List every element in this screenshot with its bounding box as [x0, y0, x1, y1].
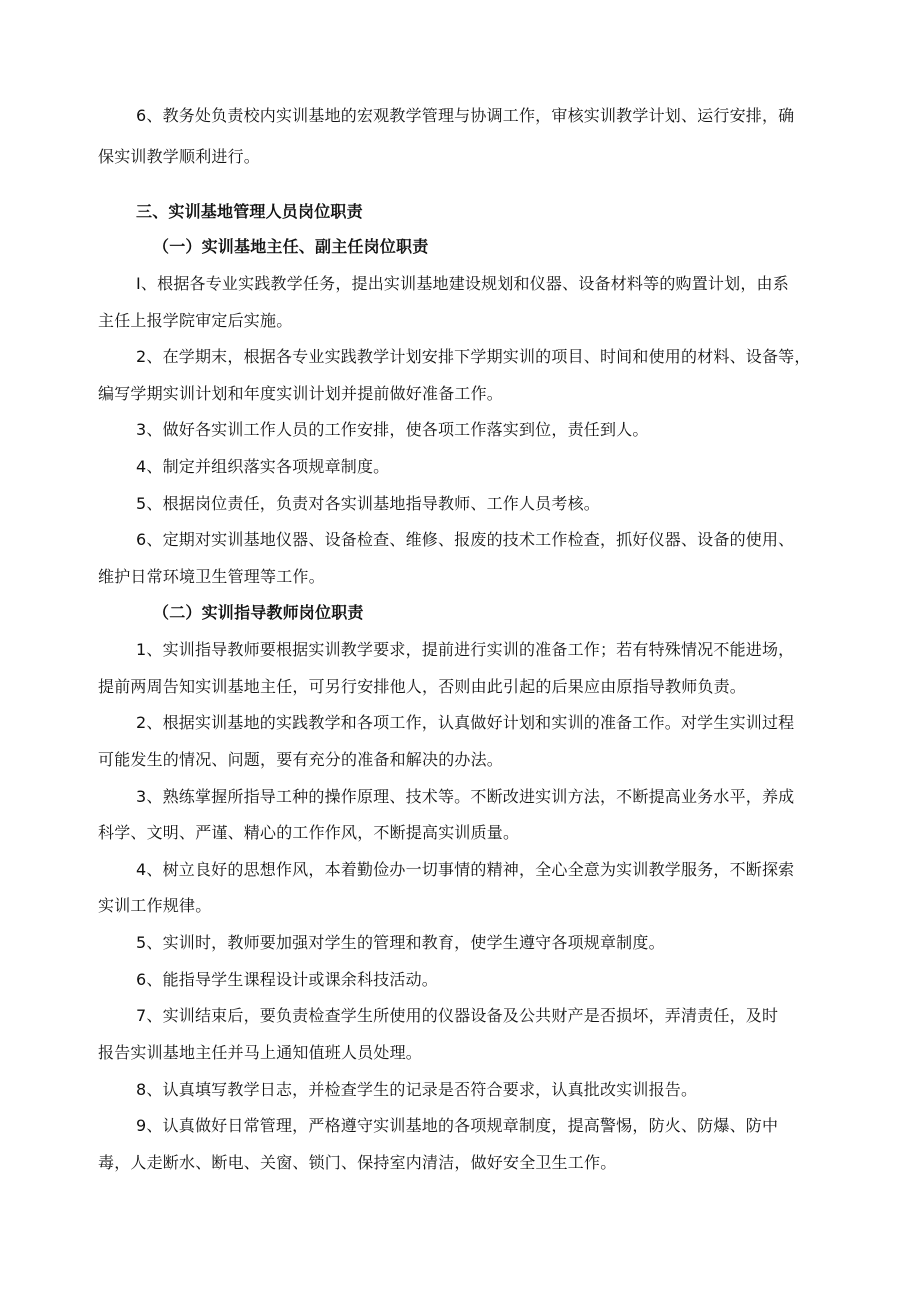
- paragraph-line: 可能发生的情况、问题，要有充分的准备和解决的办法。: [98, 750, 504, 769]
- paragraph-line: 7、实训结束后，要负责检查学生所使用的仪器设备及公共财产是否损坏，弄清责任，及时: [136, 1006, 779, 1025]
- paragraph-line: 维护日常环境卫生管理等工作。: [98, 567, 325, 586]
- paragraph-line: 5、根据岗位责任，负责对各实训基地指导教师、工作人员考核。: [136, 494, 600, 513]
- paragraph-line: 4、树立良好的思想作风，本着勤俭办一切事情的精神，全心全意为实训教学服务，不断探索: [136, 860, 795, 879]
- paragraph-line: 保实训教学顺利进行。: [98, 147, 261, 166]
- paragraph-line: 8、认真填写教学日志，并检查学生的记录是否符合要求，认真批改实训报告。: [136, 1080, 698, 1099]
- paragraph-line: 9、认真做好日常管理，严格遵守实训基地的各项规章制度，提高警惕，防火、防爆、防中: [136, 1116, 779, 1135]
- paragraph-line: 主任上报学院审定后实施。: [98, 311, 293, 330]
- section-heading: 三、实训基地管理人员岗位职责: [136, 202, 363, 221]
- paragraph-line: I、根据各专业实践教学任务，提出实训基地建设规划和仪器、设备材料等的购置计划，由系: [136, 274, 789, 293]
- paragraph-line: 3、做好各实训工作人员的工作安排，使各项工作落实到位，责任到人。: [136, 420, 649, 439]
- paragraph-line: 6、定期对实训基地仪器、设备检查、维修、报废的技术工作检查，抓好仪器、设备的使用、: [136, 530, 795, 549]
- paragraph-line: 4、制定并组织落实各项规章制度。: [136, 457, 390, 476]
- subsection-heading: （一）实训基地主任、副主任岗位职责: [153, 237, 429, 256]
- paragraph-line: 3、熟练掌握所指导工种的操作原理、技术等。不断改进实训方法，不断提高业务水平，养成: [136, 787, 795, 806]
- paragraph-line: 1、实训指导教师要根据实训教学要求，提前进行实训的准备工作；若有特殊情况不能进场，: [136, 640, 795, 659]
- subsection-heading: （二）实训指导教师岗位职责: [153, 603, 364, 622]
- paragraph-line: 2、根据实训基地的实践教学和各项工作，认真做好计划和实训的准备工作。对学生实训过程: [136, 713, 795, 732]
- paragraph-line: 5、实训时，教师要加强对学生的管理和教育，使学生遵守各项规章制度。: [136, 933, 665, 952]
- paragraph-line: 提前两周告知实训基地主任，可另行安排他人，否则由此引起的后果应由原指导教师负责。: [98, 677, 747, 696]
- paragraph-line: 科学、文明、严谨、精心的工作作风，不断提高实训质量。: [98, 823, 520, 842]
- paragraph-line: 编写学期实训计划和年度实训计划并提前做好准备工作。: [98, 384, 504, 403]
- paragraph-line: 6、能指导学生课程设计或课余科技活动。: [136, 970, 438, 989]
- paragraph-line: 6、教务处负责校内实训基地的宏观教学管理与协调工作，审核实训教学计划、运行安排，确: [136, 106, 795, 125]
- paragraph-line: 毒，人走断水、断电、关窗、锁门、保持室内清洁，做好安全卫生工作。: [98, 1153, 617, 1172]
- paragraph-line: 实训工作规律。: [98, 896, 212, 915]
- paragraph-line: 报告实训基地主任并马上通知值班人员处理。: [98, 1043, 423, 1062]
- paragraph-line: 2、在学期末，根据各专业实践教学计划安排下学期实训的项目、时间和使用的材料、设备等，: [136, 347, 811, 366]
